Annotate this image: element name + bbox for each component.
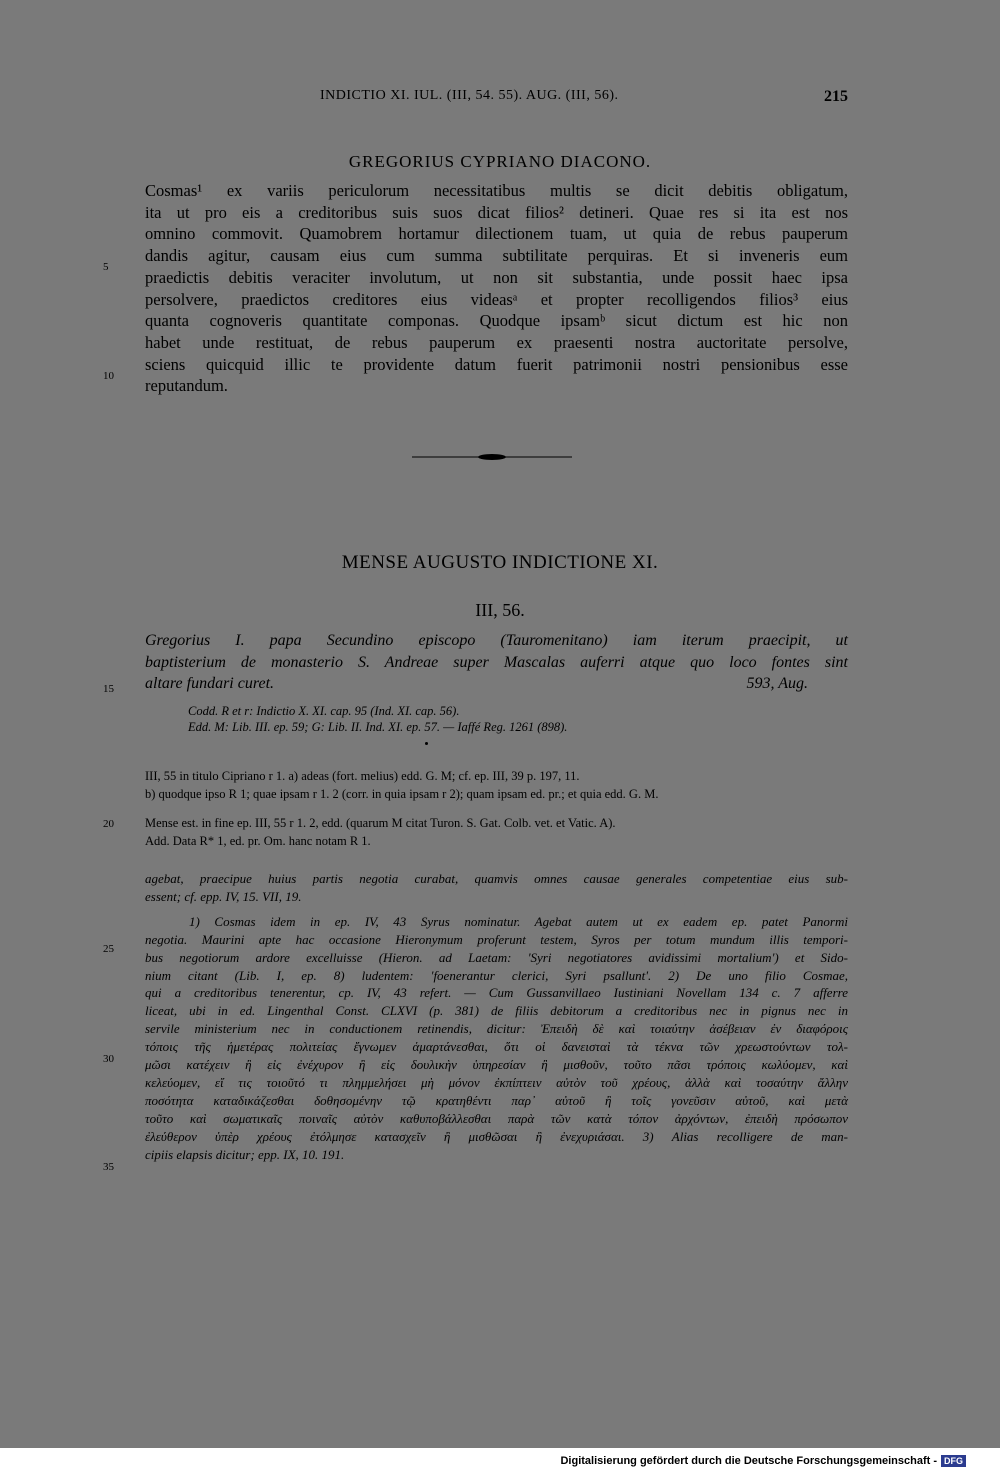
- note-line: cipiis elapsis dicitur; epp. IX, 10. 191.: [145, 1146, 345, 1162]
- note-line: τόποις τῆς ἡμετέρας πολιτείας ἔγνωμεν ἁμαρτάνεσθαι, ὅτι οἱ δανεισταὶ τὰ τέκνα τῶν χρεωστούντων τολ-: [145, 1039, 848, 1055]
- line-number: 15: [103, 683, 114, 695]
- note-line: negotia. Maurini apte hac occasione Hieronymum proferunt testem, Syros per totum mundum illis tempori-: [145, 931, 848, 947]
- letter-line: reputandum.: [145, 376, 228, 396]
- letter-line: quanta cognoveris quantitate componas. Quodque ipsamᵇ sicut dictum est hic non: [145, 311, 848, 331]
- dfg-logo: DFG: [941, 1455, 966, 1467]
- letter-body: [145, 180, 848, 397]
- letter-line: praedictis debitis veraciter involutum, ut non sit substantia, unde possit haec ipsa: [145, 267, 848, 287]
- summary-line: baptisterium de monasterio S. Andreae super Mascalas auferri atque quo loco fontes sint: [145, 653, 848, 671]
- note-line: ποσότητα καταδικάζεσθαι δοθησομένην τῷ κρατηθέντι παρ᾽ αὐτοῦ ἢ τοῖς γονεῦσιν αὐτοῦ, καὶ μετὰ: [145, 1092, 848, 1108]
- note-line: μῶσι κατέχειν ἢ εἰς ἐνέχυρον ἢ εἰς δουλικὴν ὑπηρεσίαν ἢ μισθοῦν, τοῦτο πᾶσι τρόποις κωλύομεν, καὶ: [145, 1057, 848, 1073]
- epistle-number: III, 56.: [475, 600, 525, 620]
- note-line: κελεύομεν, εἴ τις τοιοῦτό τι πλημμελήσει μὴ μόνον ἐκπίπτειν αὐτὸν τοῦ χρέους, ἀλλὰ καὶ τοσαύτην ἄλλην: [145, 1074, 848, 1090]
- letter-line: habet unde restituat, de rebus pauperum ex praesenti nostra auctoritate persolve,: [145, 332, 848, 352]
- apparatus-line: Add. Data R* 1, ed. pr. Om. hanc notam R 1.: [145, 833, 371, 848]
- note-line: agebat, praecipue huius partis negotia curabat, quamvis omnes causae generales competentiae eius sub-: [145, 871, 848, 886]
- editions-line: Edd. M: Lib. III. ep. 59; G: Lib. II. Ind. XI. ep. 57. — Iaffé Reg. 1261 (898).: [188, 720, 568, 734]
- line-number: 30: [103, 1053, 114, 1065]
- codices-line: Codd. R et r: Indictio X. XI. cap. 95 (Ind. XI. cap. 56).: [188, 704, 460, 718]
- line-number: 35: [103, 1161, 114, 1173]
- letter-line: sciens quicquid illic te providente datum fuerit patrimonii nostri pensionibus esse: [145, 354, 848, 374]
- note-line: 1) Cosmas idem in ep. IV, 43 Syrus nominatur. Agebat autem ut ex eadem ep. patet Panormi: [189, 913, 848, 929]
- line-number: 10: [103, 370, 114, 382]
- line-number: 20: [103, 818, 114, 830]
- epistle-summary: [145, 630, 848, 695]
- apparatus-line: Mense est. in fine ep. III, 55 r 1. 2, edd. (quarum M citat Turon. S. Gat. Colb. vet. et Vatic. A).: [145, 816, 616, 830]
- critical-apparatus: [145, 768, 848, 850]
- page-number: 215: [824, 88, 848, 105]
- letter-line: omnino commovit. Quamobrem hortamur dilectionem tuam, ut quia de rebus pauperum: [145, 224, 848, 244]
- letter-title: GREGORIUS CYPRIANO DIACONO.: [348, 152, 652, 171]
- note-line: essent; cf. epp. IV, 15. VII, 19.: [145, 888, 302, 904]
- apparatus-line: b) quodque ipso R 1; quae ipsam r 1. 2 (corr. in quia ipsam r 2); quam ipsam ed. pr.; et quia edd. G. M.: [145, 786, 659, 801]
- line-number: 5: [103, 261, 109, 273]
- note-line: servile ministerium nec in conductionem retinendis, dicitur: Ἐπειδὴ δὲ καὶ τοιαύτην ἀσέβειαν ἐν διαφόροις: [145, 1021, 848, 1037]
- note-line: τοῦτο καὶ σωματικαῖς ποιναῖς αὐτὸν καθυποβάλλεσθαι παρὰ τῶν κατὰ τόπον ἀρχόντων, ἐπειδὴ πρόσωπον: [145, 1110, 848, 1126]
- footnotes: [145, 870, 848, 1164]
- line-number: 25: [103, 943, 114, 955]
- note-line: ἐλεύθερον ὑπὲρ χρέους ἐτόλμησε κατασχεῖν ἢ μισθῶσαι ἢ ἐνεχυριάσαι. 3) Alias recolligere de man-: [145, 1128, 848, 1144]
- digitization-credit: [560, 1455, 966, 1467]
- note-line: liceat, ubi in ed. Lingenthal Const. CLXVI (p. 381) de filiis debitorum a creditoribus nec in pignus nec in: [145, 1003, 848, 1019]
- summary-line: altare fundari curet.: [145, 675, 275, 692]
- note-line: nium citant (Lib. I, ep. 8) ludentem: 'foenerantur clerici, Syri psallunt'. 2) De uno filio Cosmae,: [145, 967, 848, 983]
- section-title: MENSE AUGUSTO INDICTIONE XI.: [341, 552, 659, 573]
- codices-list: [188, 703, 567, 735]
- credit-text: Digitalisierung gefördert durch die Deutsche Forschungsgemeinschaft -: [560, 1455, 937, 1467]
- summary-date: 593, Aug.: [746, 675, 808, 692]
- ornamental-divider: [412, 453, 572, 461]
- note-line: bus negotiorum ardore excelluisse (Hieron. ad Laetam: 'Syri negotiatores avidissimi mortalium') et Sido-: [145, 949, 848, 965]
- apparatus-line: III, 55 in titulo Cipriano r 1. a) adeas (fort. melius) edd. G. M; cf. ep. III, 39 p. 197, 11.: [145, 769, 580, 783]
- summary-line: Gregorius I. papa Secundino episcopo (Tauromenitano) iam iterum praecipit, ut: [145, 632, 848, 649]
- letter-line: dandis agitur, causam eius cum summa subtilitate perquiras. Et si inveneris eum: [145, 246, 848, 266]
- separator-dot: [425, 742, 428, 745]
- note-line: qui a creditoribus tenerentur, cp. IV, 43 refert. — Cum Gussanvillaeo Iustiniani Novellam 134 c. 7 afferre: [145, 985, 848, 1001]
- letter-line: Cosmas¹ ex variis periculorum necessitatibus multis se dicit debitis obligatum,: [145, 181, 848, 200]
- letter-line: persolvere, praedictos creditores eius videasᵃ et propter recolligendos filios³ eius: [145, 289, 848, 309]
- letter-line: ita ut pro eis a creditoribus suis suos dicat filios² detineri. Quae res si ita est nos: [145, 202, 848, 222]
- running-header: INDICTIO XI. IUL. (III, 54. 55). AUG. (III, 56).: [320, 88, 619, 103]
